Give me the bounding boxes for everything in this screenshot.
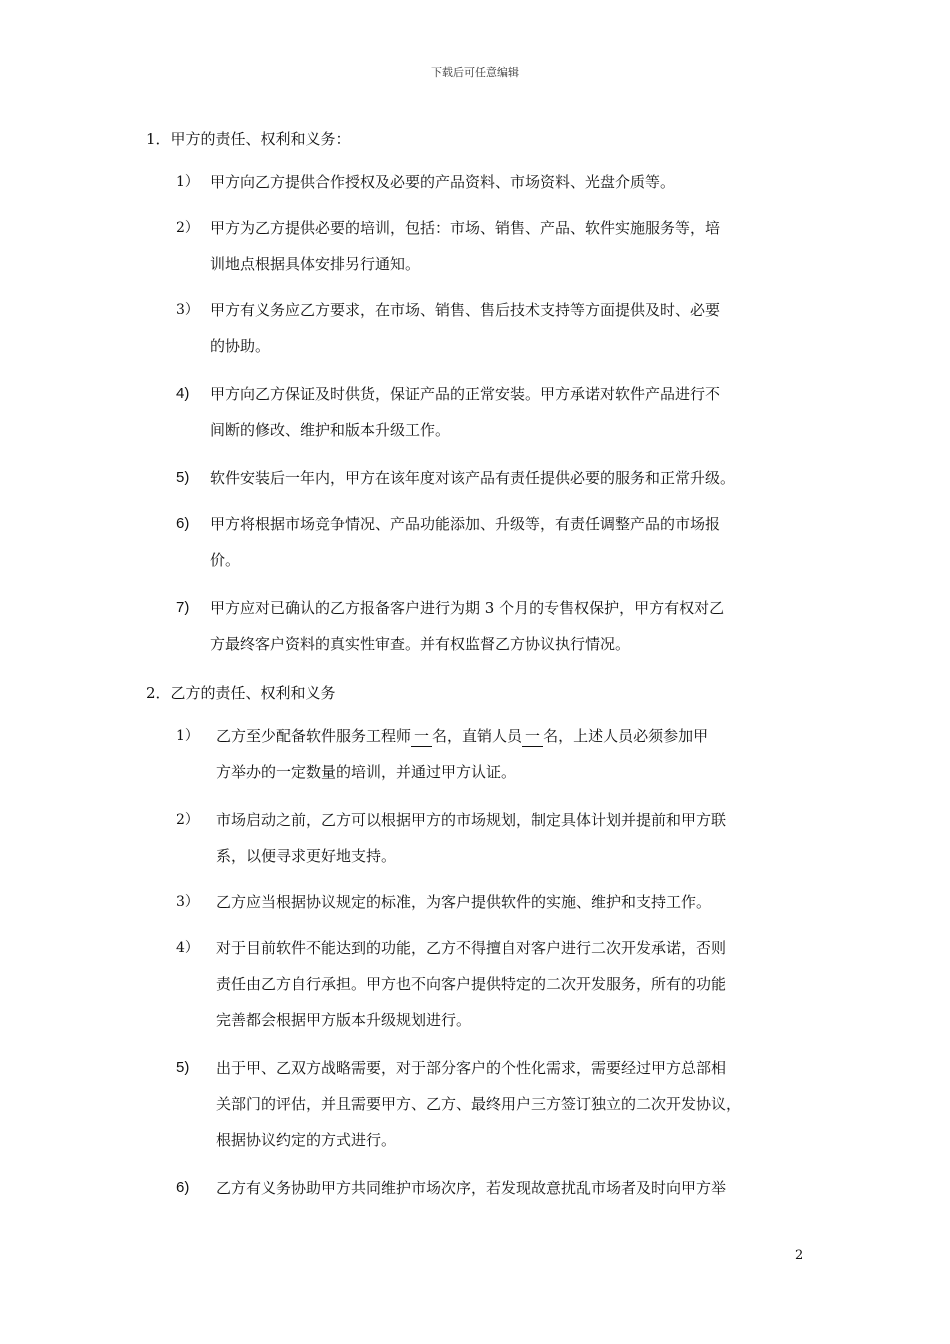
item-text-line: 乙方应当根据协议规定的标准，为客户提供软件的实施、维护和支持工作。 [216, 893, 712, 911]
item-text-line: 方举办的一定数量的培训，并通过甲方认证。 [216, 763, 517, 781]
item-number: 5) [176, 469, 190, 486]
item-number: 7) [176, 599, 190, 616]
item-text-line: 价。 [210, 551, 241, 569]
item-text-line: 出于甲、乙双方战略需要，对于部分客户的个性化需求，需要经过甲方总部相 [216, 1059, 727, 1077]
item-text-line: 间断的修改、维护和版本升级工作。 [210, 421, 451, 439]
item-text-line: 关部门的评估，并且需要甲方、乙方、最终用户三方签订独立的二次开发协议， [216, 1095, 742, 1113]
item-text-line [216, 718, 816, 754]
sales-count-blank: 一 [522, 726, 543, 747]
item-number: 2） [176, 812, 199, 828]
item-number: 5) [176, 1059, 190, 1076]
item-text-line: 方最终客户资料的真实性审查。并有权监督乙方协议执行情况。 [210, 635, 631, 653]
item-number: 6) [176, 515, 190, 532]
item-text-line: 根据协议约定的方式进行。 [216, 1131, 397, 1149]
page-header: 下载后可任意编辑 [431, 66, 519, 79]
item-text-line: 责任由乙方自行承担。甲方也不向客户提供特定的二次开发服务，所有的功能 [216, 975, 727, 993]
item-text-line: 甲方应对已确认的乙方报备客户进行为期 3 个月的专售权保护，甲方有权对乙 [210, 599, 725, 617]
item-text-line: 甲方为乙方提供必要的培训，包括：市场、销售、产品、软件实施服务等，培 [210, 219, 721, 237]
item-text-line: 乙方有义务协助甲方共同维护市场次序，若发现故意扰乱市场者及时向甲方举 [216, 1179, 727, 1197]
item-number: 3） [176, 894, 199, 910]
item-number: 4） [176, 940, 199, 956]
item-text-line: 系，以便寻求更好地支持。 [216, 847, 397, 865]
item-number: 6) [176, 1179, 190, 1196]
item-text-line: 市场启动之前，乙方可以根据甲方的市场规划，制定具体计划并提前和甲方联 [216, 811, 727, 829]
item-number: 1） [176, 174, 199, 190]
section-2-heading: 2．乙方的责任、权利和义务 [146, 684, 336, 702]
item-number: 4) [176, 385, 190, 402]
item-text-line: 甲方有义务应乙方要求，在市场、销售、售后技术支持等方面提供及时、必要 [210, 301, 721, 319]
text-fragment: 乙方至少配备软件服务工程师 [216, 727, 412, 745]
item-text-line: 的协助。 [210, 337, 271, 355]
text-fragment: 名，直销人员 [432, 727, 523, 745]
item-text-line: 甲方向乙方提供合作授权及必要的产品资料、市场资料、光盘介质等。 [210, 173, 676, 191]
item-number: 1） [176, 728, 199, 744]
item-number: 2） [176, 220, 199, 236]
engineer-count-blank: 一 [411, 726, 432, 747]
text-fragment: 名，上述人员必须参加甲 [543, 727, 709, 745]
item-text-line: 对于目前软件不能达到的功能，乙方不得擅自对客户进行二次开发承诺，否则 [216, 939, 727, 957]
item-text-line: 训地点根据具体安排另行通知。 [210, 255, 421, 273]
item-number: 3） [176, 302, 199, 318]
section-1-heading: 1．甲方的责任、权利和义务： [146, 130, 351, 148]
item-text-line: 完善都会根据甲方版本升级规划进行。 [216, 1011, 472, 1029]
item-text-line: 甲方向乙方保证及时供货，保证产品的正常安装。甲方承诺对软件产品进行不 [210, 385, 721, 403]
item-text-line: 甲方将根据市场竞争情况、产品功能添加、升级等，有责任调整产品的市场报 [210, 515, 721, 533]
item-text-line: 软件安装后一年内，甲方在该年度对该产品有责任提供必要的服务和正常升级。 [210, 469, 736, 487]
page-number: 2 [795, 1248, 804, 1263]
